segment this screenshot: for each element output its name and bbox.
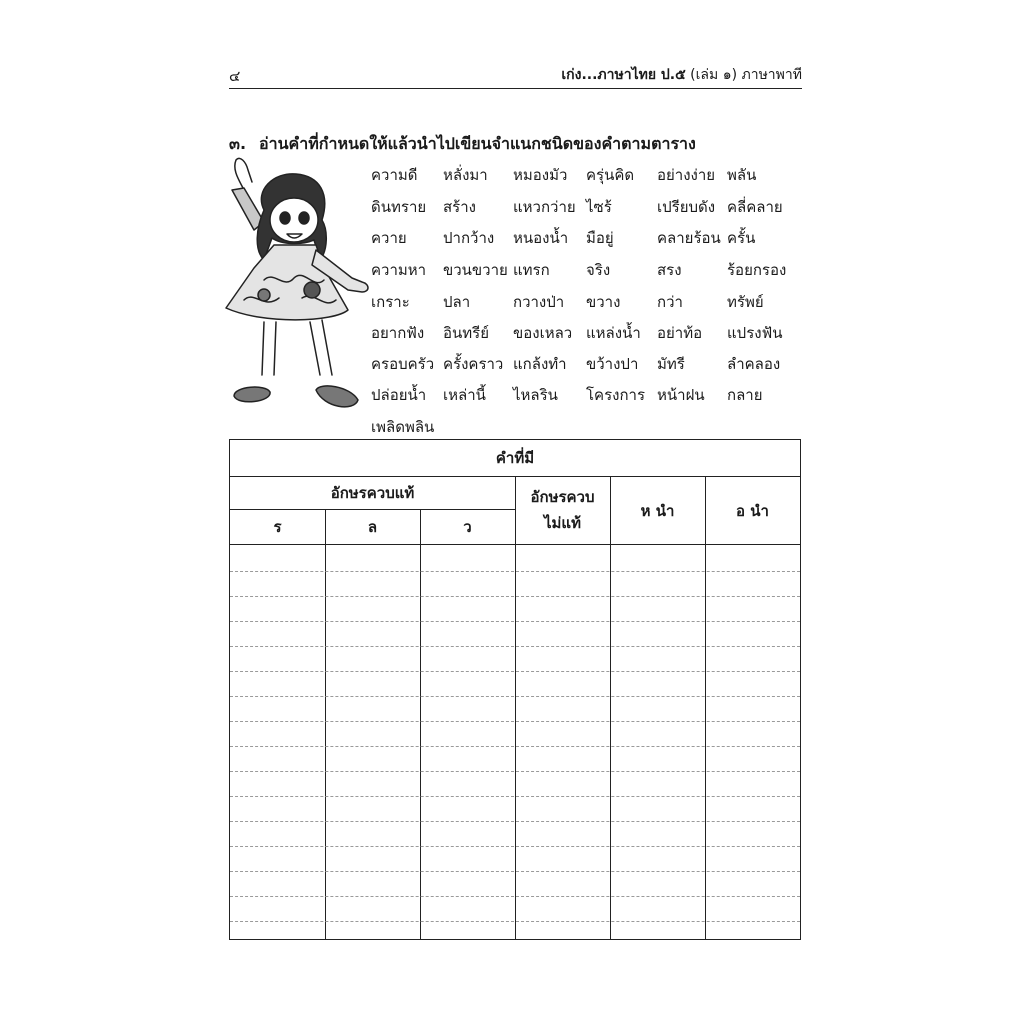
writing-line xyxy=(230,571,800,572)
word-item: เหล่านี้ xyxy=(443,386,486,404)
word-item: ขวาง xyxy=(586,293,621,311)
writing-line xyxy=(230,646,800,647)
word-item: คลี่คลาย xyxy=(727,198,783,216)
writing-line xyxy=(230,821,800,822)
writing-line xyxy=(230,621,800,622)
book-title-rest: (เล่ม ๑) ภาษาพาที xyxy=(685,67,802,83)
book-title-bold: เก่ง...ภาษาไทย ป.๕ xyxy=(561,67,686,83)
column-divider xyxy=(420,510,421,939)
word-item: ครั้งคราว xyxy=(443,355,504,373)
writing-line xyxy=(230,896,800,897)
table-title: คำที่มี xyxy=(495,449,535,467)
header-false-cluster-line1: อักษรควบ xyxy=(530,488,595,506)
header-ho-nam: ห นำ xyxy=(640,501,675,520)
word-item: แหวกว่าย xyxy=(513,198,576,216)
header-l: ล xyxy=(367,518,378,536)
word-item: หน้าฝน xyxy=(657,386,705,404)
writing-line xyxy=(230,796,800,797)
header-false-cluster xyxy=(515,477,610,544)
word-item: ลำคลอง xyxy=(727,355,781,373)
word-item: เกราะ xyxy=(371,293,410,311)
word-item: ร้อยกรอง xyxy=(727,261,787,279)
word-item: อินทรีย์ xyxy=(443,324,489,342)
word-item: แหล่งน้ำ xyxy=(586,324,641,342)
column-divider xyxy=(705,477,706,939)
word-item: ขว้างปา xyxy=(586,355,639,373)
word-item: ของเหลว xyxy=(513,324,573,342)
word-item: พลัน xyxy=(727,166,757,184)
word-item: อย่างง่าย xyxy=(657,166,716,184)
writing-line xyxy=(230,596,800,597)
exercise-number: ๓. xyxy=(229,134,247,153)
word-item: ครั้น xyxy=(727,229,756,247)
word-item: ขวนขวาย xyxy=(443,261,508,279)
word-item: เพลิดพลิน xyxy=(371,418,435,436)
column-divider xyxy=(325,510,326,939)
writing-line xyxy=(230,671,800,672)
header-r: ร xyxy=(273,518,282,536)
word-item: ควาย xyxy=(371,229,407,247)
writing-line xyxy=(230,696,800,697)
word-item: หมองมัว xyxy=(513,166,568,184)
page-header xyxy=(229,62,802,89)
word-item: ปากว้าง xyxy=(443,229,495,247)
word-item: ความหา xyxy=(371,261,427,279)
word-item: แปรงฟัน xyxy=(727,324,783,342)
writing-line xyxy=(230,921,800,922)
word-item: กวางป่า xyxy=(513,293,565,311)
writing-line xyxy=(230,771,800,772)
word-item: ครุ่นคิด xyxy=(586,166,635,184)
word-item: คลายร้อน xyxy=(657,229,721,247)
girl-illustration xyxy=(224,150,374,420)
header-w: ว xyxy=(463,518,472,536)
classification-table xyxy=(229,439,801,940)
word-item: อย่าท้อ xyxy=(657,324,703,342)
book-title xyxy=(561,64,802,86)
word-item: ดินทราย xyxy=(371,198,427,216)
word-item: สร้าง xyxy=(443,198,476,216)
word-item: กลาย xyxy=(727,386,763,404)
word-item: ครอบครัว xyxy=(371,355,435,373)
writing-line xyxy=(230,871,800,872)
column-divider xyxy=(610,477,611,939)
word-item: แกล้งทำ xyxy=(513,355,567,373)
writing-line xyxy=(230,846,800,847)
word-item: มัทรี xyxy=(657,355,685,373)
word-item: ไหลริน xyxy=(513,386,558,404)
word-item: อยากฟัง xyxy=(371,324,425,342)
word-item: แทรก xyxy=(513,261,550,279)
instruction-text: อ่านคำที่กำหนดให้แล้วนำไปเขียนจำแนกชนิดของคำตามตาราง xyxy=(259,134,696,153)
word-item: ปล่อยน้ำ xyxy=(371,386,427,404)
word-item: สรง xyxy=(657,261,682,279)
word-item: ทรัพย์ xyxy=(727,293,764,311)
column-divider xyxy=(515,477,516,939)
writing-line xyxy=(230,721,800,722)
header-false-cluster-line2: ไม่แท้ xyxy=(544,513,581,532)
header-o-nam: อ นำ xyxy=(736,501,769,520)
word-item: จริง xyxy=(586,261,611,279)
word-item: ไซร้ xyxy=(586,198,612,216)
header-true-cluster: อักษรควบแท้ xyxy=(330,484,415,502)
word-item: กว่า xyxy=(657,293,683,311)
word-item: ปลา xyxy=(443,293,471,311)
word-item: โครงการ xyxy=(586,386,646,404)
word-item: เปรียบดัง xyxy=(657,198,716,216)
word-item: หลั่งมา xyxy=(443,166,488,184)
word-item: มือยู่ xyxy=(586,229,614,247)
writing-line xyxy=(230,746,800,747)
word-item: หนองน้ำ xyxy=(513,229,569,247)
word-item: ความดี xyxy=(371,166,418,184)
page-number: ๔ xyxy=(229,67,241,85)
